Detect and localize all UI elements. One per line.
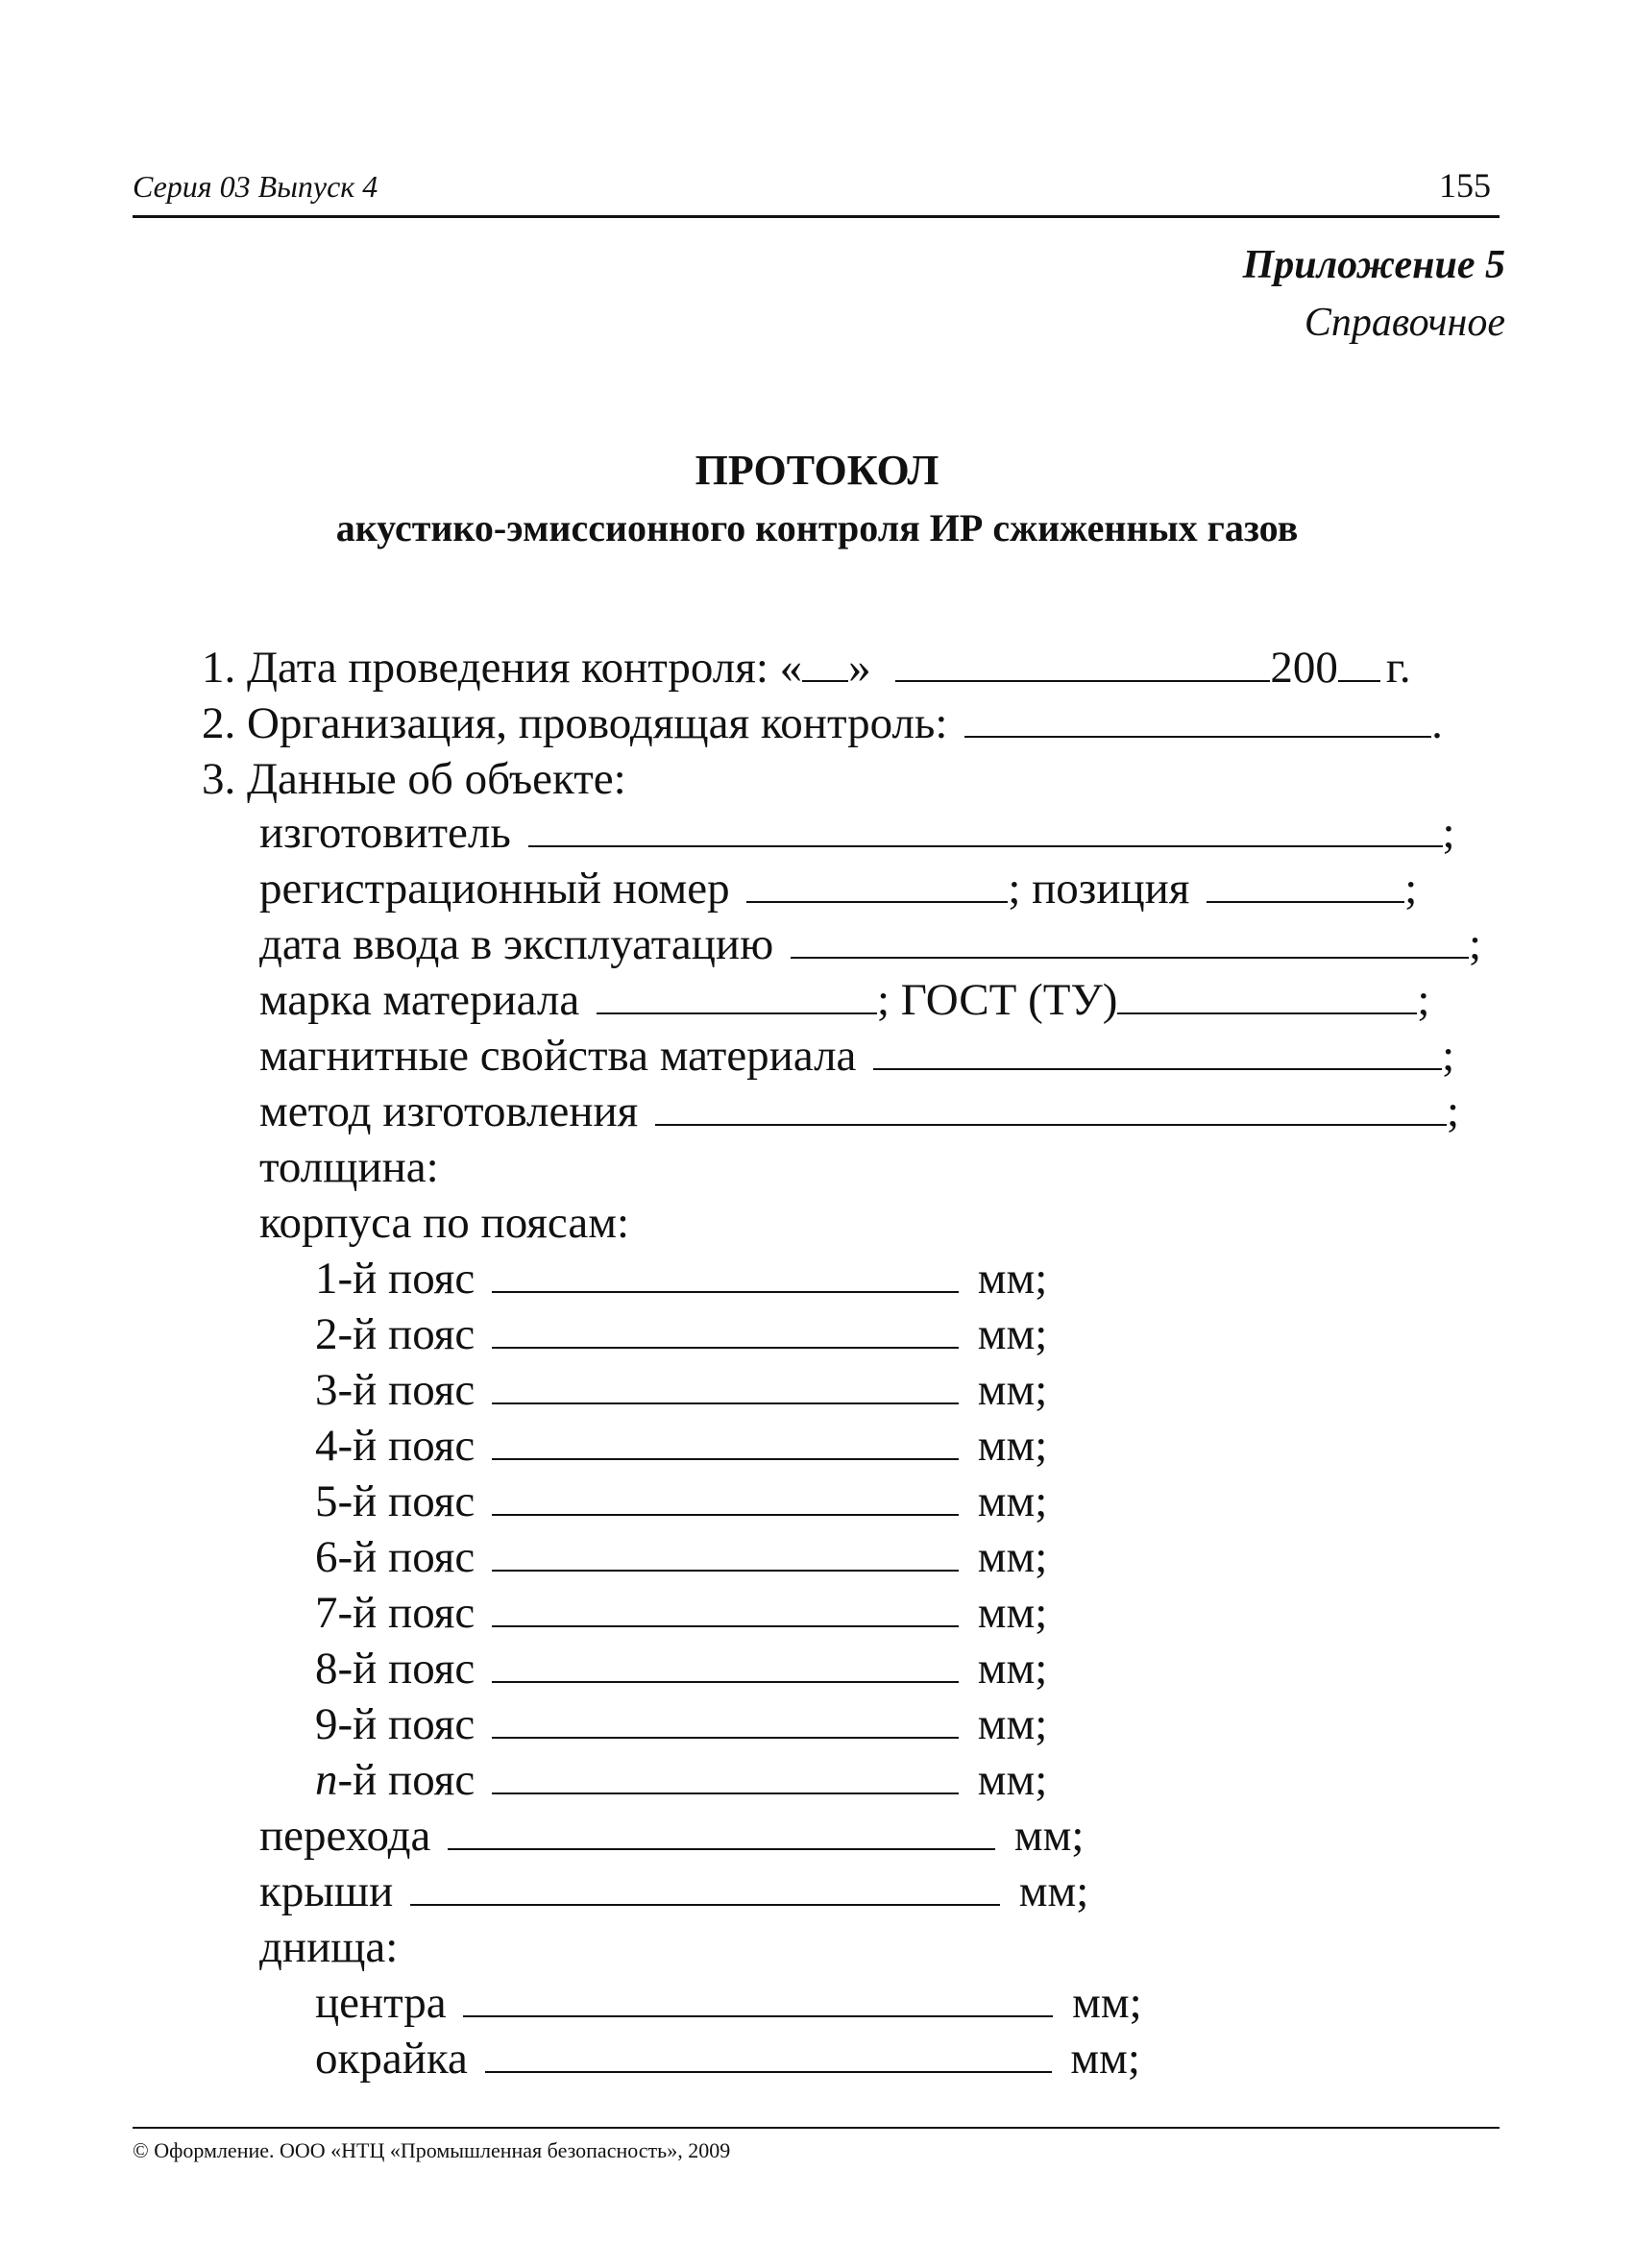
center-row [315, 1977, 1142, 2029]
commission-date-row [259, 918, 1481, 970]
belt-number: 8 [315, 1644, 338, 1694]
belt-row [315, 1420, 1047, 1472]
thickness-row [259, 1141, 439, 1193]
document-title: ПРОТОКОЛ [695, 447, 939, 494]
edge-unit: мм; [1070, 2034, 1140, 2084]
belt-number: 6 [315, 1532, 338, 1582]
item-organization-label: 2. Организация, проводящая контроль: [202, 698, 948, 748]
belt-unit: мм; [977, 1254, 1048, 1304]
roof-row [259, 1866, 1088, 1917]
belt-unit: мм; [977, 1532, 1048, 1582]
item-organization [202, 697, 1443, 749]
belt-blank[interactable] [492, 1569, 959, 1572]
item-date-quote: » [848, 643, 871, 693]
transition-blank[interactable] [448, 1847, 995, 1850]
belt-unit: мм; [977, 1699, 1048, 1749]
reg-number-label: регистрационный номер [259, 864, 730, 914]
belt-label: -й пояс [337, 1309, 476, 1359]
center-blank[interactable] [463, 2014, 1053, 2017]
commission-date-end: ; [1468, 919, 1481, 969]
magnetic-row [259, 1030, 1454, 1082]
belt-blank[interactable] [492, 1624, 959, 1627]
bottom-label: днища: [259, 1922, 399, 1972]
item-date [202, 642, 1411, 694]
belt-number: 1 [315, 1254, 338, 1304]
belt-label: -й пояс [337, 1699, 476, 1749]
material-row [259, 974, 1429, 1026]
belt-unit: мм; [977, 1421, 1048, 1471]
belt-row [315, 1754, 1047, 1806]
appendix-label: Приложение 5 [1242, 243, 1505, 287]
organization-blank[interactable] [964, 735, 1431, 738]
position-label: ; позиция [1008, 864, 1190, 914]
method-end: ; [1447, 1086, 1460, 1136]
transition-unit: мм; [1013, 1811, 1085, 1861]
edge-label: окрайка [315, 2034, 468, 2084]
belt-row [315, 1364, 1047, 1416]
footer-rule [133, 2127, 1500, 2129]
manufacturer-end: ; [1442, 808, 1455, 858]
date-year-suffix: г. [1385, 643, 1411, 693]
gost-blank[interactable] [1117, 1012, 1417, 1014]
item-object-data-label: 3. Данные об объекте: [202, 754, 626, 804]
belt-unit: мм; [977, 1644, 1048, 1694]
belt-row [315, 1587, 1047, 1639]
edge-row [315, 2033, 1140, 2085]
belt-label: -й пояс [337, 1588, 476, 1638]
magnetic-end: ; [1442, 1031, 1455, 1081]
belt-blank[interactable] [492, 1736, 959, 1739]
belt-label: -й пояс [337, 1365, 476, 1415]
item-date-label: 1. Дата проведения контроля: « [202, 643, 803, 693]
material-end: ; [1417, 975, 1430, 1025]
gost-label: ; ГОСТ (ТУ) [876, 975, 1118, 1025]
belt-blank[interactable] [492, 1457, 959, 1460]
position-blank[interactable] [1207, 900, 1404, 903]
reg-number-end: ; [1404, 864, 1418, 914]
material-blank[interactable] [597, 1012, 877, 1014]
belt-row [315, 1643, 1047, 1695]
belt-row [315, 1253, 1047, 1305]
running-header-series: Серия 03 Выпуск 4 [133, 169, 378, 204]
page-number: 155 [1439, 166, 1491, 205]
manufacturer-blank[interactable] [528, 844, 1443, 847]
shell-row [259, 1197, 629, 1249]
commission-date-label: дата ввода в эксплуатацию [259, 919, 774, 969]
belt-blank[interactable] [492, 1680, 959, 1683]
roof-blank[interactable] [410, 1903, 1000, 1906]
item-organization-end: . [1431, 698, 1443, 748]
belt-number: 3 [315, 1365, 338, 1415]
belt-unit: мм; [977, 1476, 1048, 1526]
reg-number-blank[interactable] [746, 900, 1008, 903]
method-label: метод изготовления [259, 1086, 639, 1136]
belt-number: n [315, 1755, 338, 1805]
belt-unit: мм; [977, 1755, 1048, 1805]
shell-label: корпуса по поясам: [259, 1198, 630, 1248]
transition-row [259, 1810, 1084, 1862]
belt-number: 9 [315, 1699, 338, 1749]
belt-label: -й пояс [337, 1644, 476, 1694]
belt-number: 7 [315, 1588, 338, 1638]
belt-blank[interactable] [492, 1792, 959, 1794]
belt-row [315, 1698, 1047, 1750]
center-label: центра [315, 1978, 447, 2028]
center-unit: мм; [1072, 1978, 1142, 2028]
magnetic-blank[interactable] [873, 1067, 1442, 1070]
roof-label: крыши [259, 1866, 394, 1916]
manufacturer-label: изготовитель [259, 808, 511, 858]
belt-blank[interactable] [492, 1346, 959, 1349]
transition-label: перехода [259, 1811, 431, 1861]
belt-row [315, 1308, 1047, 1360]
method-blank[interactable] [655, 1123, 1447, 1126]
belt-number: 4 [315, 1421, 338, 1471]
belt-label: -й пояс [337, 1476, 476, 1526]
item-object-data [202, 753, 626, 805]
appendix-kind: Справочное [1304, 301, 1505, 345]
date-day-blank[interactable] [802, 679, 848, 682]
belt-row [315, 1531, 1047, 1583]
belt-label: -й пояс [337, 1421, 476, 1471]
belt-blank[interactable] [492, 1402, 959, 1404]
date-year-blank[interactable] [1338, 679, 1380, 682]
edge-blank[interactable] [485, 2070, 1052, 2073]
material-label: марка материала [259, 975, 580, 1025]
belt-blank[interactable] [492, 1290, 959, 1293]
commission-date-blank[interactable] [791, 956, 1469, 959]
belt-label: -й пояс [337, 1532, 476, 1582]
date-month-blank[interactable] [895, 679, 1270, 682]
belt-label: -й пояс [337, 1755, 476, 1805]
magnetic-label: магнитные свойства материала [259, 1031, 857, 1081]
thickness-label: толщина: [259, 1142, 439, 1192]
belt-unit: мм; [977, 1588, 1048, 1638]
belt-number: 5 [315, 1476, 338, 1526]
reg-number-row [259, 863, 1417, 915]
manufacturer-row [259, 807, 1455, 859]
document-subtitle: акустико-эмиссионного контроля ИР сжиженных газов [335, 506, 1299, 549]
belt-row [315, 1475, 1047, 1527]
roof-unit: мм; [1018, 1866, 1089, 1916]
method-row [259, 1085, 1459, 1137]
belt-number: 2 [315, 1309, 338, 1359]
belt-blank[interactable] [492, 1513, 959, 1516]
date-year-prefix: 200 [1270, 643, 1338, 693]
bottom-row [259, 1921, 398, 1973]
belt-unit: мм; [977, 1365, 1048, 1415]
belt-unit: мм; [977, 1309, 1048, 1359]
belt-label: -й пояс [337, 1254, 476, 1304]
footer-copyright: © Оформление. ООО «НТЦ «Промышленная безопасность», 2009 [133, 2138, 731, 2162]
